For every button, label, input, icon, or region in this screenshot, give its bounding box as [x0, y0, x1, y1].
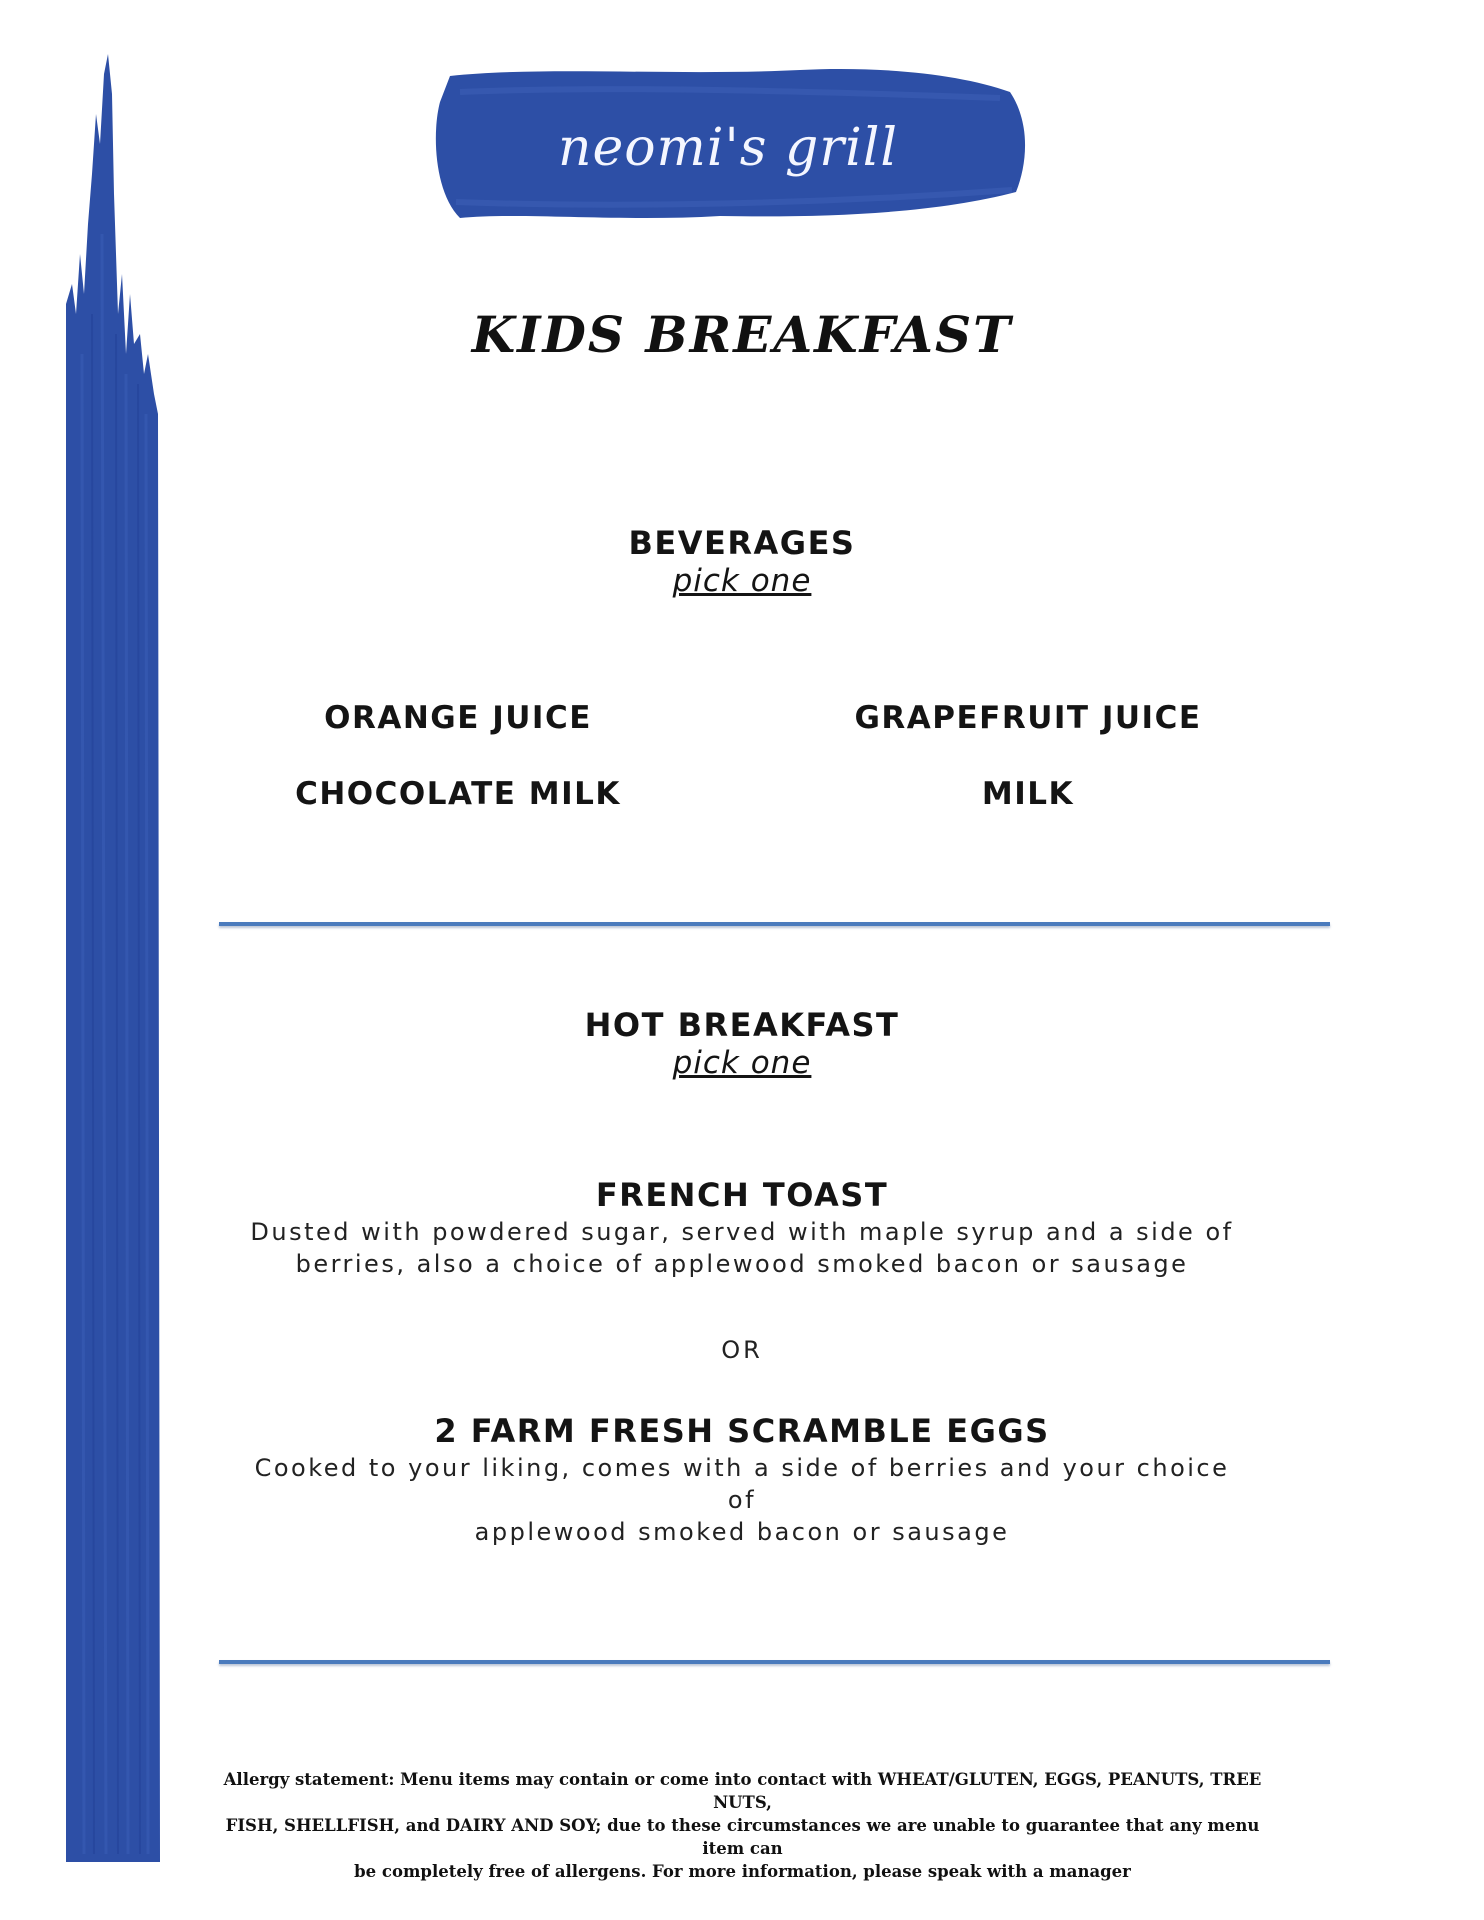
menu-item-name: FRENCH TOAST: [595, 1176, 889, 1214]
or-separator: OR: [721, 1336, 763, 1364]
allergy-statement: [210, 1768, 1275, 1883]
menu-item-description-line: Dusted with powdered sugar, served with maple syrup and a side of: [250, 1218, 1234, 1246]
beverages-subheading: pick one: [672, 563, 812, 599]
hot-breakfast-subheading: pick one: [672, 1045, 812, 1081]
menu-item-description-line: applewood smoked bacon or sausage: [474, 1518, 1010, 1546]
section-divider: [219, 1660, 1330, 1664]
allergy-statement-line: FISH, SHELLFISH, and DAIRY AND SOY; due to these circumstances we are unable to guarantee that any menu item can: [225, 1816, 1260, 1858]
beverage-item-chocolate-milk: CHOCOLATE MILK: [295, 776, 621, 812]
allergy-statement-line: be completely free of allergens. For more information, please speak with a manager: [354, 1862, 1131, 1881]
menu-item-name: 2 FARM FRESH SCRAMBLE EGGS: [434, 1412, 1050, 1450]
menu-item-description-line: berries, also a choice of applewood smoked bacon or sausage: [295, 1250, 1189, 1278]
menu-item-description: [242, 1452, 1242, 1548]
beverage-item-grapefruit-juice: GRAPEFRUIT JUICE: [854, 700, 1202, 736]
section-divider: [219, 922, 1330, 926]
logo-text: neomi's grill: [557, 118, 899, 178]
hot-breakfast-heading: HOT BREAKFAST: [584, 1006, 900, 1044]
menu-item-description: [242, 1216, 1242, 1280]
beverage-item-milk: MILK: [981, 776, 1075, 812]
menu-item-description-line: Cooked to your liking, comes with a side of berries and your choice of: [254, 1454, 1230, 1514]
restaurant-logo: [420, 62, 1036, 240]
beverage-item-orange-juice: ORANGE JUICE: [324, 700, 592, 736]
beverages-heading: BEVERAGES: [628, 524, 856, 562]
page-title: KIDS BREAKFAST: [471, 305, 1013, 364]
allergy-statement-line: Allergy statement: Menu items may contain or come into contact with WHEAT/GLUTEN, EGGS, PEANUTS, TREE NUTS,: [223, 1770, 1262, 1812]
